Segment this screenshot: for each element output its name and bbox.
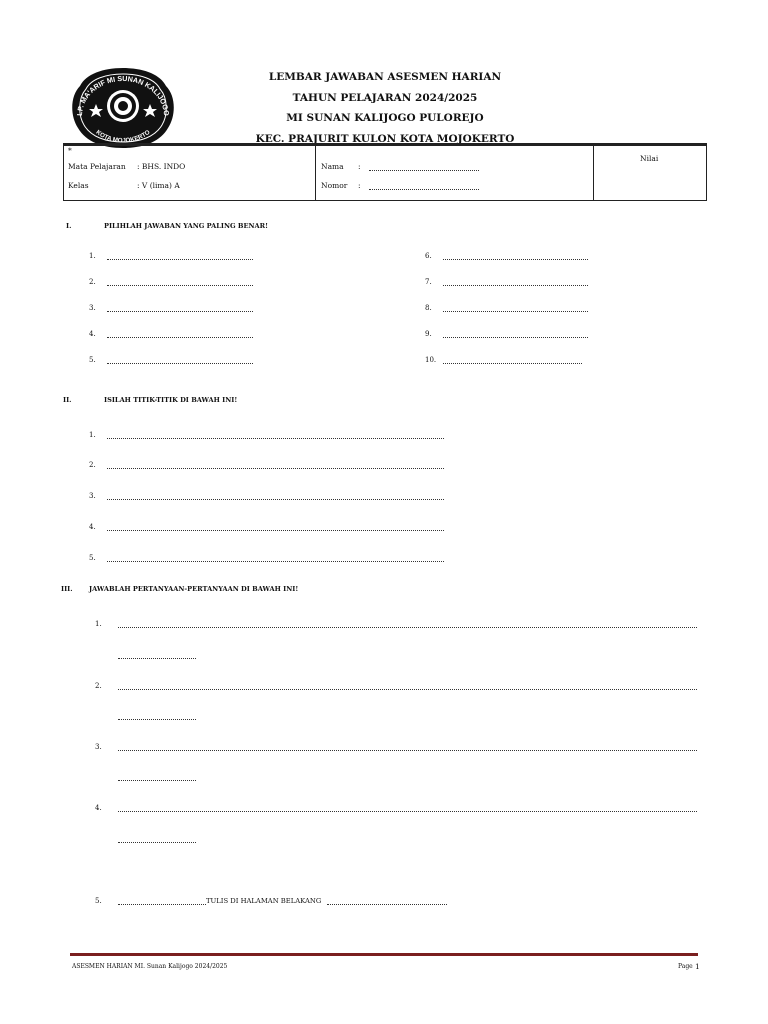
s2-answer-line[interactable] (107, 438, 444, 439)
s1-number: 1. (89, 252, 96, 260)
logo-top-text: LP. MA'ARIF MI SUNAN KALIJOGO (74, 73, 172, 117)
section-2-title: ISILAH TITIK-TITIK DI BAWAH INI! (104, 396, 238, 404)
section-1-roman: I. (66, 222, 72, 230)
number-colon: : (358, 181, 361, 190)
s2-answer-line[interactable] (107, 530, 444, 531)
name-label: Nama (321, 162, 344, 171)
section-3-title: JAWABLAH PERTANYAAN-PERTANYAAN DI BAWAH INI! (89, 585, 299, 593)
s3-answer-line[interactable] (327, 904, 447, 905)
footer-page-number: 1 (695, 962, 700, 971)
s3-number: 3. (95, 743, 102, 751)
name-colon: : (358, 162, 361, 171)
s2-number: 5. (89, 554, 96, 562)
section-3-roman: III. (61, 585, 73, 593)
s2-number: 3. (89, 492, 96, 500)
s1-answer-line[interactable] (107, 337, 253, 338)
header-title-3: MI SUNAN KALIJOGO PULOREJO (286, 112, 484, 124)
s1-answer-line[interactable] (443, 285, 588, 286)
class-label: Kelas (68, 181, 89, 190)
s2-number: 1. (89, 431, 96, 439)
s1-answer-line[interactable] (443, 311, 588, 312)
s1-answer-line[interactable] (107, 311, 253, 312)
s1-number: 8. (425, 304, 432, 312)
s3-answer-line[interactable] (118, 904, 206, 905)
header-title-2: TAHUN PELAJARAN 2024/2025 (292, 92, 478, 104)
s1-number: 5. (89, 356, 96, 364)
s3-answer-line-cont[interactable] (118, 842, 196, 843)
subject-label: Mata Pelajaran (68, 162, 126, 171)
s3-answer-line-cont[interactable] (118, 658, 196, 659)
class-value: : V (lima) A (137, 181, 180, 190)
footer-rule (70, 953, 698, 956)
s2-answer-line[interactable] (107, 561, 444, 562)
s2-answer-line[interactable] (107, 468, 444, 469)
s2-answer-line[interactable] (107, 499, 444, 500)
s1-answer-line[interactable] (443, 363, 582, 364)
s3-answer-line[interactable] (118, 750, 697, 751)
s3-answer-line[interactable] (118, 627, 697, 628)
s1-answer-line[interactable] (443, 337, 588, 338)
s2-number: 4. (89, 523, 96, 531)
school-logo (68, 66, 178, 150)
footer-text: ASESMEN HARIAN MI. Sunan Kalijogo 2024/2025 (72, 963, 228, 970)
footer-page-label: Page (678, 963, 693, 970)
s1-answer-line[interactable] (107, 363, 253, 364)
logo-bottom-text: KOTA MOJOKERTO (94, 128, 152, 145)
s3-last-instruction: TULIS DI HALAMAN BELAKANG (206, 897, 322, 905)
s1-number: 2. (89, 278, 96, 286)
s3-answer-line-cont[interactable] (118, 780, 196, 781)
score-label: Nilai (640, 154, 659, 163)
number-field[interactable] (369, 189, 479, 190)
s3-number: 5. (95, 897, 102, 905)
s2-number: 2. (89, 461, 96, 469)
number-label: Nomor (321, 181, 348, 190)
s3-answer-line-cont[interactable] (118, 719, 196, 720)
s1-answer-line[interactable] (107, 285, 253, 286)
header-title-1: LEMBAR JAWABAN ASESMEN HARIAN (268, 71, 502, 83)
name-field[interactable] (369, 170, 479, 171)
s1-answer-line[interactable] (443, 259, 588, 260)
s1-number: 7. (425, 278, 432, 286)
s1-number: 3. (89, 304, 96, 312)
asterisk-mark: * (68, 146, 72, 155)
student-info-box (63, 143, 707, 201)
s3-number: 1. (95, 620, 102, 628)
s3-answer-line[interactable] (118, 689, 697, 690)
subject-value: : BHS. INDO (137, 162, 186, 171)
s1-number: 10. (425, 356, 437, 364)
s1-number: 4. (89, 330, 96, 338)
s3-number: 2. (95, 682, 102, 690)
s1-answer-line[interactable] (107, 259, 253, 260)
section-1-title: PILIHLAH JAWABAN YANG PALING BENAR! (104, 222, 269, 230)
section-2-roman: II. (63, 396, 72, 404)
s1-number: 6. (425, 252, 432, 260)
s1-number: 9. (425, 330, 432, 338)
s3-answer-line[interactable] (118, 811, 697, 812)
header-title-4: KEC. PRAJURIT KULON KOTA MOJOKERTO (255, 133, 515, 145)
s3-number: 4. (95, 804, 102, 812)
